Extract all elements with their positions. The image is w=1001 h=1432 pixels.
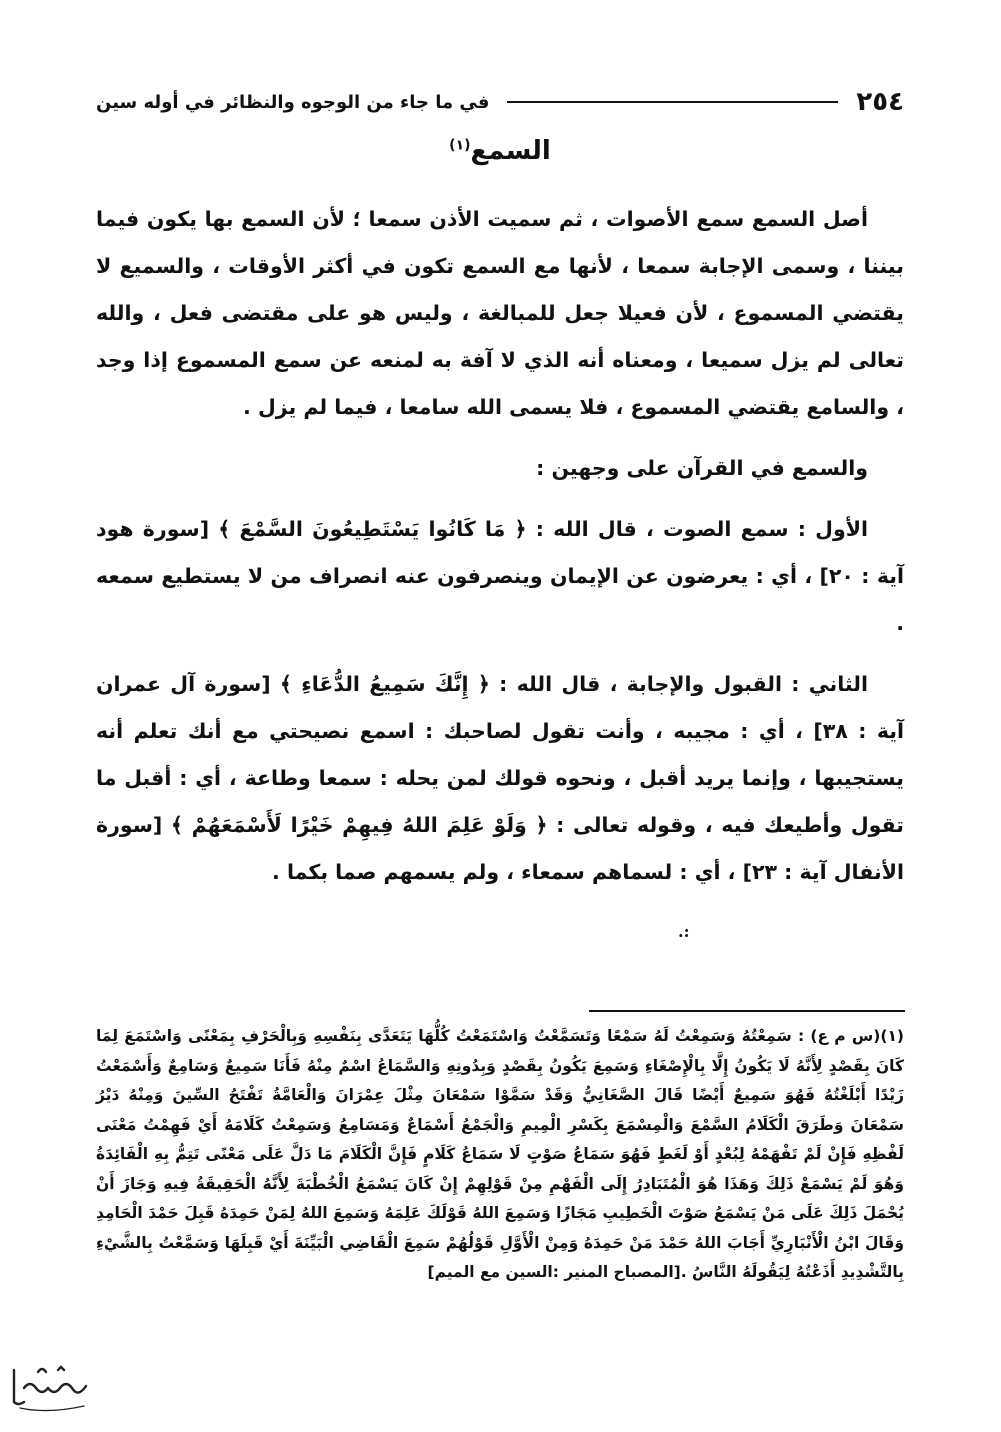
- page-number: ٢٥٤: [856, 87, 904, 117]
- body-text: [96, 196, 904, 896]
- library-stamp-logo: [8, 1358, 92, 1418]
- header-rule: [507, 101, 838, 103]
- footnote-1: (١)(س م ع) : سَمِعْتُهُ وَسَمِعْتُ لَهُ سَمْعًا وَتَسَمَّعْتُ وَاسْتَمَعْتُ كُلُّهَا يَتَعَدَّى بِنَفْسِهِ وَبِالْحَرْفِ بِمَعْنًى وَاسْتَمَعَ لِمَا كَانَ بِقَصْدٍ لِأَنَّهُ لَا يَكُونُ إِلَّا بِالْإِصْغَاءِ وَسَمِعَ يَكُونُ بِقَصْدٍ وَبِدُونِهِ وَالسَّمَاعُ اسْمٌ مِنْهُ فَأَنَا سَمِيعٌ وَسَامِعٌ وَأَسْمَعْتُ زَيْدًا أَبْلَغْتُهُ فَهُوَ سَمِيعٌ أَيْضًا قَالَ الصَّغَانِيُّ وَقَدْ سَمَّوْا سَمْعَانَ مِثْلَ عِمْرَانَ وَالْعَامَّةُ تَفْتَحُ السِّينَ وَمِنْهُ دَيْرُ سَمْعَانَ وَطَرَقَ الْكَلَامُ السَّمْعَ وَالْمِسْمَعَ بِكَسْرِ الْمِيمِ وَالْجَمْعُ أَسْمَاعٌ وَمَسَامِعُ وَسَمِعْتُ كَلَامَهُ أَيْ فَهِمْتُ مَعْنَى لَفْظِهِ فَإِنْ لَمْ تَفْهَمْهُ لِبُعْدٍ أَوْ لَغَطٍ فَهُوَ سَمَاعُ صَوْتٍ لَا سَمَاعُ كَلَامٍ فَإِنَّ الْكَلَامَ مَا دَلَّ عَلَى مَعْنًى تَتِمُّ بِهِ الْفَائِدَةُ وَهُوَ لَمْ يَسْمَعْ ذَلِكَ وَهَذَا هُوَ الْمُتَبَادِرُ إِلَى الْفَهْمِ مِنْ قَوْلِهِمْ إِنْ كَانَ يَسْمَعُ الْخُطْبَةَ لِأَنَّهُ الْحَقِيقَةُ فِيهِ وَجَازَ أَنْ يُحْمَلَ ذَلِكَ عَلَى مَنْ يَسْمَعُ صَوْتَ الْخَطِيبِ مَجَازًا وَسَمِعَ اللهُ قَوْلَكَ عَلِمَهُ وَسَمِعَ اللهُ لِمَنْ حَمِدَهُ قَبِلَ حَمْدَ الْحَامِدِ وَقَالَ ابْنُ الْأَنْبَارِيِّ أَجَابَ اللهُ حَمْدَ مَنْ حَمِدَهُ وَمِنْ الْأَوَّلِ قَوْلُهُمْ سَمِعَ الْقَاضِي الْبَيِّنَةَ أَيْ قَبِلَهَا وَسَمَّعْتُ بِالشَّيْءِ بِالتَّشْدِيدِ أَذَعْتُهُ لِيَقُولَهُ النَّاسُ .[المصباح المنير :السين مع الميم]: [96, 1027, 904, 1281]
- paragraph-intro: والسمع في القرآن على وجهين :: [536, 456, 868, 480]
- running-title: في ما جاء من الوجوه والنظائر في أوله سين: [96, 91, 490, 113]
- footnote-separator: [589, 1010, 905, 1012]
- footnotes: [96, 1022, 904, 1288]
- ornament-mark: :.: [678, 922, 690, 941]
- paragraph-definition: أصل السمع سمع الأصوات ، ثم سميت الأذن سمعا ؛ لأن السمع بها يكون فيما بيننا ، وسمى الإجابة سمعا ، لأنها مع السمع تكون في أكثر الأوقات ، والسميع لا يقتضي المسموع ، لأن فعيلا جعل للمبالغة ، وليس هو على مقتضى فعل ، والله تعالى لم يزل سميعا ، ومعناه أنه الذي لا آفة به لمنعه عن سمع المسموع إذا وجد ، والسامع يقتضي المسموع ، فلا يسمى الله سامعا ، فيما لم يزل .: [96, 207, 904, 419]
- footnote-reference: (١): [449, 137, 471, 154]
- entry-heading: [96, 136, 904, 166]
- running-header: [96, 84, 904, 120]
- paragraph-first-meaning: الأول : سمع الصوت ، قال الله : ﴿ مَا كَانُوا يَسْتَطِيعُونَ السَّمْعَ ﴾ [سورة هود آية : ٢٠] ، أي : يعرضون عن الإيمان وينصرفون عنه انصراف من لا يستطيع سمعه .: [96, 517, 904, 635]
- paragraph-second-meaning: الثاني : القبول والإجابة ، قال الله : ﴿ إِنَّكَ سَمِيعُ الدُّعَاءِ ﴾ [سورة آل عمران آية : ٣٨] ، أي : مجيبه ، وأنت تقول لصاحبك : اسمع نصيحتي مع أنك تعلم أنه يستجيبها ، وإنما يريد أقبل ، ونحوه قولك لمن يحله : سمعا وطاعة ، أي : أقبل ما تقول وأطيعك فيه ، وقوله تعالى : ﴿ وَلَوْ عَلِمَ اللهُ فِيهِمْ خَيْرًا لَأَسْمَعَهُمْ ﴾ [سورة الأنفال آية : ٢٣] ، أي : لسماهم سمعاء ، ولم يسمهم صما بكما .: [96, 672, 904, 884]
- entry-title: السمع: [470, 136, 551, 166]
